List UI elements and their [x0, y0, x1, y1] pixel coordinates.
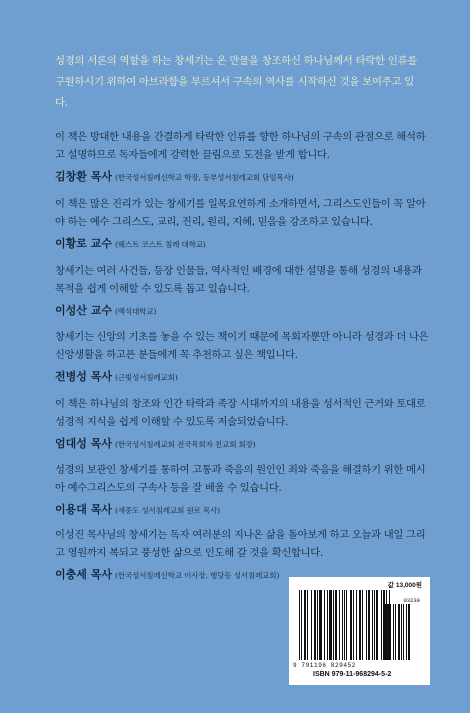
barcode-bar: [329, 590, 332, 660]
barcode-bar: [368, 590, 370, 660]
endorsement-signature: [55, 365, 430, 384]
barcode-addon-bar: [408, 604, 410, 660]
barcode-bar: [344, 590, 345, 660]
barcode-bar: [374, 590, 375, 660]
endorser-name: 이용대 목사: [55, 503, 112, 516]
endorsement-signature: [55, 498, 430, 517]
barcode-addon-bar: [395, 604, 396, 660]
barcode-bar: [346, 590, 347, 660]
barcode-bar: [376, 590, 378, 660]
endorsement-text: 성경의 보관인 창세기를 통하여 고통과 죽음의 원인인 죄와 죽음을 해결하기 위한 메시아 예수그리스도의 구속사 등을 잘 배울 수 있습니다.: [55, 464, 426, 494]
endorsement-7: [55, 527, 430, 582]
barcode-bar: [342, 590, 343, 660]
barcode-addon-bar: [385, 604, 386, 660]
endorsement-text: 이 책은 많은 진리가 있는 창세기를 일목요연하게 소개하면서, 그리스도인들이 꼭 알아야 하는 예수 그리스도, 교리, 진리, 원리, 지혜, 믿음을 강조하고 있습니다.: [55, 198, 426, 228]
barcode-bar: [311, 590, 312, 660]
barcode-bar: [353, 590, 354, 660]
endorsement-6: [55, 462, 430, 517]
barcode-bar: [339, 590, 340, 660]
barcode-addon-bar: [390, 604, 391, 660]
endorser-name: 전병성 목사: [55, 370, 112, 383]
barcode-bar: [356, 590, 357, 660]
endorsement-1: [55, 129, 430, 184]
endorsement-signature: [55, 432, 430, 451]
endorsement-text: 이 책은 방대한 내용을 간결하게 타락한 인류를 향한 하나님의 구속의 관점으로 해석하고 설명하므로 독자들에게 강력한 끌림으로 도전을 받게 합니다.: [55, 131, 426, 161]
isbn-barcode-box: [289, 577, 430, 685]
price-label: 값 13,000원: [387, 582, 422, 589]
barcode-bar: [372, 590, 373, 660]
barcode-bar: [381, 590, 382, 660]
barcode-bar: [327, 590, 328, 660]
endorsement-signature: [55, 232, 430, 251]
barcode-bar: [314, 590, 316, 660]
endorsement-4: [55, 329, 430, 384]
ean-digits: 9 791196 829452: [293, 662, 357, 669]
barcode-bar: [333, 590, 334, 660]
barcode-bar: [299, 590, 300, 660]
addon-code: 03230: [403, 597, 420, 604]
endorsement-text: 창세기는 신앙의 기초를 놓을 수 있는 책이기 때문에 목회자뿐만 아니라 성경과 더 나은 신앙생활을 하고픈 분들에게 꼭 추천하고 싶은 책입니다.: [55, 331, 429, 361]
barcode-bar: [389, 590, 390, 660]
barcode-bar: [304, 590, 306, 660]
barcode-addon-bar: [393, 604, 394, 660]
endorsement-5: [55, 396, 430, 451]
barcode-addon-bar: [403, 604, 404, 660]
endorser-affiliation: (웨스트 코스트 침례 대학교): [114, 240, 206, 249]
barcode-icon: [299, 590, 415, 662]
endorser-name: 이성산 교수: [55, 304, 112, 317]
endorser-name: 이황로 교수: [55, 237, 112, 250]
barcode-addon-bar: [398, 604, 400, 660]
barcode-addon-bar: [406, 604, 407, 660]
endorser-name: 엄대성 목사: [55, 437, 112, 450]
barcode-bar: [324, 590, 325, 660]
barcode-bar: [386, 590, 387, 660]
isbn-number: ISBN 979-11-968294-5-2: [313, 671, 392, 678]
barcode-bar: [359, 590, 361, 660]
barcode-addon-bar: [401, 604, 402, 660]
intro-paragraph: 성경의 서론의 역할을 하는 창세기는 온 만물을 창조하신 하나님께서 타락한 인류를 구원하시기 위하여 아브라함을 부르셔서 구속의 역사를 시작하신 것을 보여주고 있다.: [55, 55, 418, 109]
endorsement-text: 이 책은 하나님의 창조와 인간 타락과 족장 시대까지의 내용을 성서적인 근거와 토대로 성경적 지식을 쉽게 이해할 수 있도록 저술되었습니다.: [55, 398, 426, 428]
endorsement-signature: [55, 299, 430, 318]
endorser-affiliation: (한국성서침례신학교 학장, 동부성서침례교회 담임목사): [114, 173, 294, 182]
barcode-bar: [350, 590, 352, 660]
endorsement-text: 이성진 목사님의 창세기는 독자 여러분의 지나온 삶을 돌아보게 하고 오늘과 내일 그리고 영원까지 복되고 풍성한 삶으로 인도해 갈 것을 확신합니다.: [55, 529, 426, 559]
endorser-name: 김창환 목사: [55, 170, 112, 183]
endorsement-text: 창세기는 여러 사건들, 등장 인물들, 역사적인 배경에 대한 설명을 통해 성경의 내용과 목적을 쉽게 이해할 수 있도록 돕고 있습니다.: [55, 265, 422, 295]
endorser-affiliation: (한국성서침례교회 전국목회자 친교회 회장): [114, 440, 256, 449]
barcode-addon-bar: [387, 604, 389, 660]
endorsement-signature: [55, 165, 430, 184]
endorser-affiliation: (새중도 성서침례교회 원로 목사): [114, 506, 220, 515]
barcode-bar: [319, 590, 322, 660]
barcode-bar: [301, 590, 302, 660]
endorser-affiliation: (근빛성서침례교회): [114, 373, 178, 382]
barcode-bar: [362, 590, 363, 660]
endorsement-3: [55, 263, 430, 318]
endorser-affiliation: (한국성서침례신학교 이사장, 행당동 성서침례교회): [114, 571, 280, 580]
endorsement-2: [55, 196, 430, 251]
barcode-bar: [366, 590, 367, 660]
barcode-bar: [317, 590, 318, 660]
barcode-bar: [383, 590, 385, 660]
endorser-affiliation: (백석대학교): [114, 307, 157, 316]
endorser-name: 이충세 목사: [55, 568, 112, 581]
barcode-bar: [307, 590, 308, 660]
barcode-bar: [335, 590, 337, 660]
